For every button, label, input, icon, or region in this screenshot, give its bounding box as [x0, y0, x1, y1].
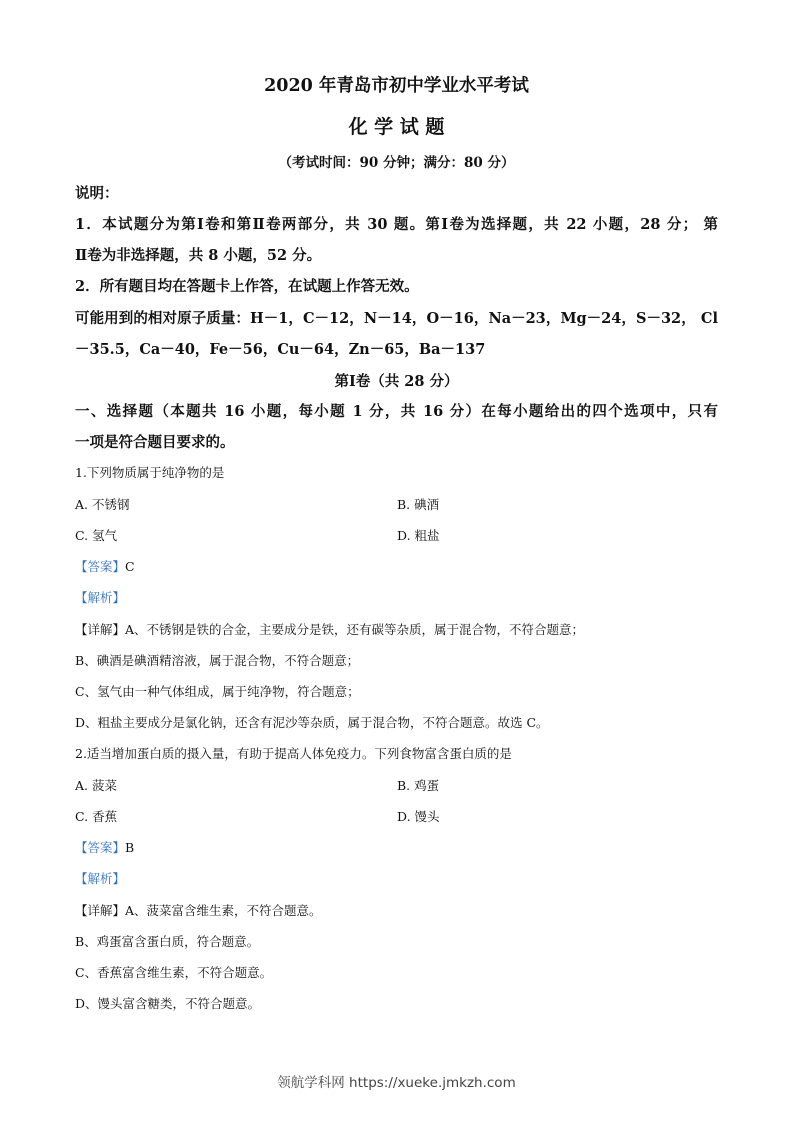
atomic-masses-b: －35.5，Ca－40，Fe－56，Cu－64，Zn－65，Ba－137 [75, 341, 486, 358]
subject-title: 化 学 试 题 [348, 116, 445, 138]
atomic-masses-a: 可能用到的相对原子质量：H－1，C－12，N－14，O－16，Na－23，Mg－24，S－32， Cl [75, 310, 718, 327]
notes-line-1b: Ⅱ卷为非选择题，共 8 小题，52 分。 [75, 247, 322, 264]
q1-detail-line-2: B、碘酒是碘酒精溶液，属于混合物，不符合题意； [75, 653, 360, 668]
q1-option-c: C. 氢气 [75, 528, 118, 543]
q2-detail-tag: 【详解】 [75, 903, 126, 918]
q2-answer-value: B [125, 840, 135, 855]
q2-option-c: C. 香蕉 [75, 809, 118, 824]
q1-answer-tag: 【答案】 [75, 559, 126, 574]
q1-option-a: A. 不锈钢 [75, 497, 130, 512]
q1-detail-line-3: C、氢气由一种气体组成，属于纯净物，符合题意； [75, 684, 360, 699]
q2-stem: 2.适当增加蛋白质的摄入量，有助于提高人体免疫力。下列食物富含蛋白质的是 [75, 746, 512, 761]
notes-line-2: 2．所有题目均在答题卡上作答，在试题上作答无效。 [75, 278, 419, 295]
footer-watermark: 领航学科网 https://xueke.jmkzh.com [277, 1075, 516, 1091]
q2-detail-line-1 [75, 901, 322, 919]
q1-stem: 1.下列物质属于纯净物的是 [75, 465, 225, 480]
q2-option-a: A. 菠菜 [75, 778, 117, 793]
notes-heading: 说明： [75, 185, 119, 202]
q2-detail-line-2: B、鸡蛋富含蛋白质，符合题意。 [75, 934, 260, 949]
q2-answer-tag: 【答案】 [75, 840, 126, 855]
q1-detail-line-4: D、粗盐主要成分是氯化钠，还含有泥沙等杂质，属于混合物，不符合题意。故选 C。 [75, 715, 549, 730]
q2-answer [75, 838, 134, 856]
q2-detail-text: A、菠菜富含维生素，不符合题意。 [125, 903, 322, 918]
q2-option-b: B. 鸡蛋 [397, 778, 440, 793]
notes-line-1a: 1．本试题分为第Ⅰ卷和第Ⅱ卷两部分，共 30 题。第Ⅰ卷为选择题，共 22 小题，28 分； 第 [75, 216, 718, 233]
q2-detail-line-4: D、馒头富含糖类，不符合题意。 [75, 996, 261, 1011]
q1-detail-text: A、不锈钢是铁的合金，主要成分是铁，还有碳等杂质，属于混合物，不符合题意； [125, 622, 585, 637]
q2-detail-line-3: C、香蕉富含维生素，不符合题意。 [75, 965, 273, 980]
exam-info: （考试时间：90 分钟；满分：80 分） [278, 155, 515, 171]
section-heading-a: 一、选择题（本题共 16 小题，每小题 1 分，共 16 分）在每小题给出的四个选项中，只有 [75, 403, 718, 420]
q2-option-d: D. 馒头 [397, 809, 440, 824]
section-heading-b: 一项是符合题目要求的。 [75, 434, 235, 451]
q1-detail-tag: 【详解】 [75, 622, 126, 637]
q1-option-b: B. 碘酒 [397, 497, 440, 512]
q1-answer-value: C [125, 559, 135, 574]
q1-detail-line-1 [75, 620, 584, 638]
q2-analysis-tag: 【解析】 [75, 871, 126, 886]
exam-title: 2020 年青岛市初中学业水平考试 [264, 76, 529, 96]
q1-option-d: D. 粗盐 [397, 528, 440, 543]
q1-answer [75, 557, 135, 575]
part1-title: 第Ⅰ卷（共 28 分） [334, 373, 459, 390]
q1-analysis-tag: 【解析】 [75, 590, 126, 605]
